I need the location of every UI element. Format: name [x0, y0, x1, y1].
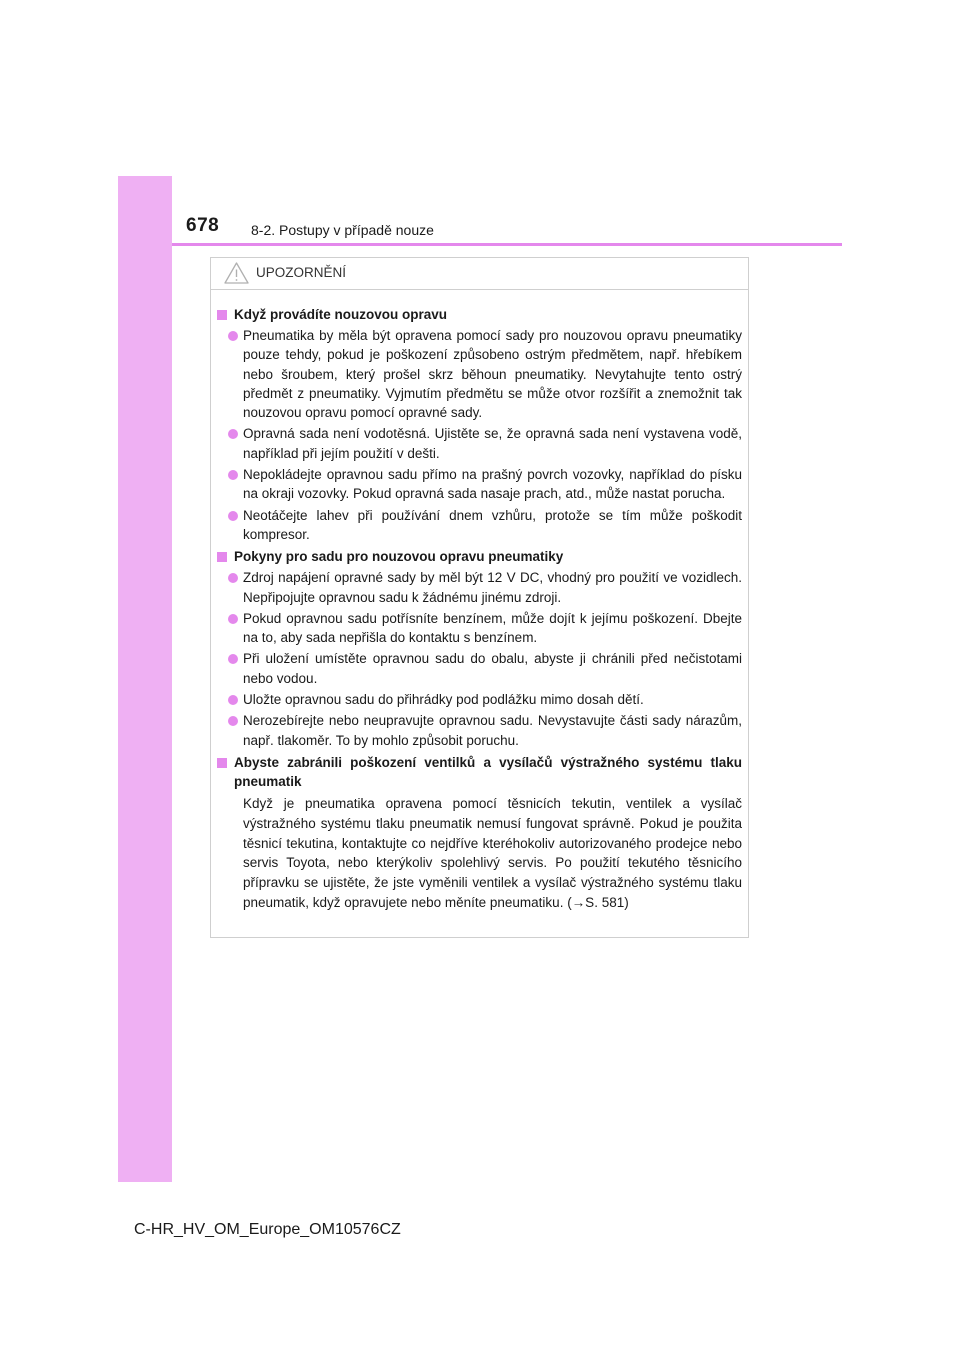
section-paragraph: Když je pneumatika opravena pomocí těsnicích tekutin, ventilek a vysílač výstražného systému tlaku pneumatik nemusí fungovat správně. Pokud je použita těsnicí tekutina, kontaktujte co nejdříve kteréhokoliv autorizovaného prodejce nebo servis Toyota, nebo kterýkoliv spolehlivý servis. Po použití tekutého těsnicího přípravku se ujistěte, že jste vyměnili ventilek a vysílač výstražného systému tlaku pneumatik, když opravujete nebo měníte pneumatiku. (→S. 581)	[243, 795, 742, 910]
square-bullet-icon	[217, 310, 227, 320]
page-header	[172, 212, 842, 248]
list-item: Zdroj napájení opravné sady by měl být 12 V DC, vhodný pro použití ve vozidlech. Nepřipojujte opravnou sadu k žádnému jinému zdroji.	[217, 568, 742, 607]
list-item: Pokud opravnou sadu potřísníte benzínem, může dojít k jejímu poškození. Dbejte na to, aby sada nepřišla do kontaktu s benzínem.	[217, 609, 742, 648]
square-bullet-icon	[217, 758, 227, 768]
circle-bullet-icon	[228, 614, 238, 624]
list-item: Při uložení umístěte opravnou sadu do obalu, abyste ji chránili před nečistotami nebo vodou.	[217, 649, 742, 688]
page-number: 678	[186, 215, 220, 236]
list-item: Nerozebírejte nebo neupravujte opravnou sadu. Nevystavujte části sady nárazům, např. tlakoměr. To by mohlo způsobit poruchu.	[217, 711, 742, 750]
square-bullet-icon	[217, 552, 227, 562]
chapter-sidebar-tab	[118, 176, 172, 1182]
section-title: 8-2. Postupy v případě nouze	[251, 222, 434, 238]
circle-bullet-icon	[228, 573, 238, 583]
warning-triangle-icon	[224, 262, 249, 284]
circle-bullet-icon	[228, 716, 238, 726]
circle-bullet-icon	[228, 331, 238, 341]
circle-bullet-icon	[228, 511, 238, 521]
warning-body	[211, 290, 748, 913]
list-item: Pneumatika by měla být opravena pomocí sady pro nouzovou opravu pneumatiky pouze tehdy, pokud je poškození způsobeno ostrým předmětem, např. hřebíkem nebo šroubem, který prošel skrz běhoun pneumatiky. Nevytahujte tento ostrý předmět z pneumatiky. Vyjmutím předmětu se může otvor rozšířit a znemožnit tak nouzovou opravu pomocí opravné sady.	[217, 326, 742, 422]
list-item: Neotáčejte lahev při používání dnem vzhůru, protože se tím může poškodit kompresor.	[217, 506, 742, 545]
list-item: Uložte opravnou sadu do přihrádky pod podlážku mimo dosah dětí.	[217, 690, 742, 709]
list-item: Nepokládejte opravnou sadu přímo na prašný povrch vozovky, například do písku na okraji vozovky. Pokud opravná sada nasaje prach, atd., může nastat porucha.	[217, 465, 742, 504]
circle-bullet-icon	[228, 429, 238, 439]
document-id: C-HR_HV_OM_Europe_OM10576CZ	[134, 1221, 401, 1238]
circle-bullet-icon	[228, 695, 238, 705]
list-item: Opravná sada není vodotěsná. Ujistěte se, že opravná sada není vystavena vodě, například při jejím použití v dešti.	[217, 424, 742, 463]
warning-header	[211, 258, 748, 290]
circle-bullet-icon	[228, 470, 238, 480]
warning-box	[210, 257, 749, 938]
circle-bullet-icon	[228, 654, 238, 664]
header-rule	[172, 243, 842, 246]
section-heading: Abyste zabránili poškození ventilků a vysílačů výstražného systému tlaku pneumatik	[217, 753, 742, 791]
section-heading: Když provádíte nouzovou opravu	[217, 305, 742, 324]
warning-title: UPOZORNĚNÍ	[256, 265, 347, 280]
section-heading: Pokyny pro sadu pro nouzovou opravu pneumatiky	[217, 547, 742, 566]
